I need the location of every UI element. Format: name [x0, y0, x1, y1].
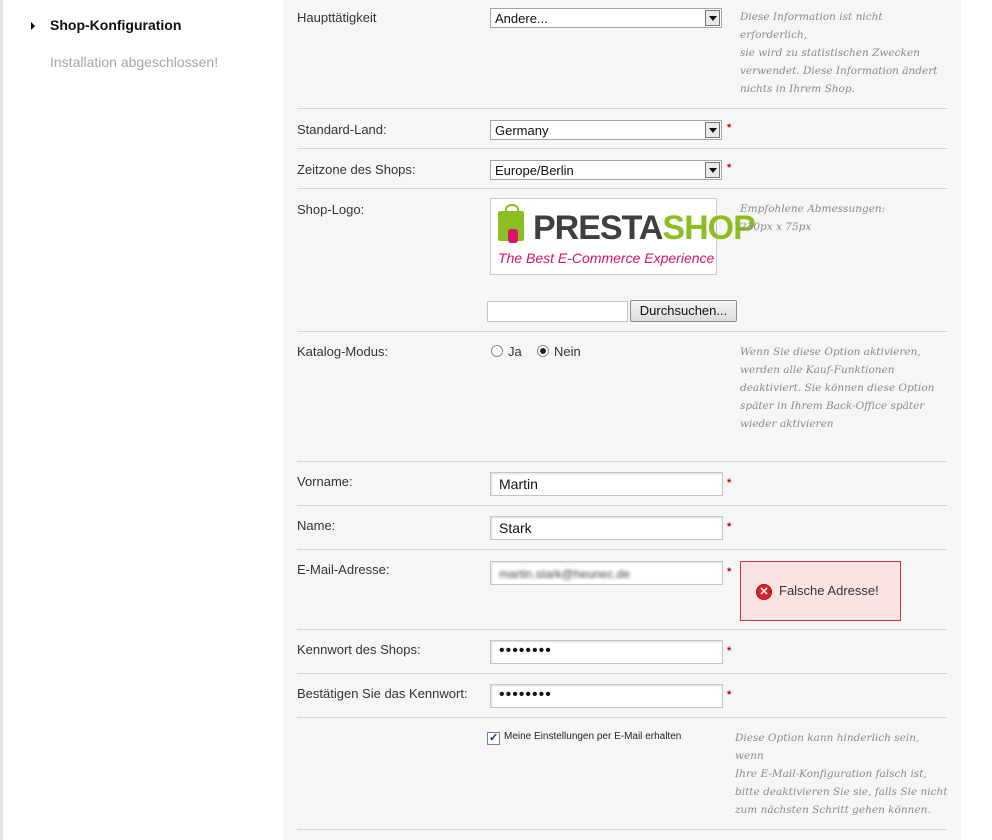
chevron-down-icon[interactable] [705, 122, 720, 138]
country-select[interactable] [490, 120, 722, 140]
required-marker: * [727, 521, 732, 533]
hand-cursor-icon [508, 229, 518, 243]
sidebar-step-shop-config: Shop-Konfiguration [50, 17, 182, 33]
required-marker: * [727, 566, 732, 578]
sidebar [3, 0, 283, 840]
right-margin [961, 0, 992, 840]
shop-logo-preview [490, 198, 755, 275]
row-divider [297, 148, 947, 149]
row-divider [297, 549, 947, 550]
chevron-down-icon[interactable] [705, 162, 720, 178]
logo-file-input[interactable] [487, 301, 628, 322]
email-error-box [740, 561, 901, 621]
catalog-radio-no-label: Nein [554, 344, 581, 359]
password-confirm-label: Bestätigen Sie das Kennwort: [297, 686, 468, 701]
activity-help: Diese Information ist nicht erforderlich, sie wird zu statistischen Zwecken verwendet. Diese Information ändert nichts in Ihrem Shop. [740, 11, 938, 95]
required-marker: * [727, 689, 732, 701]
timezone-value: Europe/Berlin [495, 163, 574, 178]
activity-select[interactable] [490, 8, 722, 28]
activity-label: Haupttätigkeit [297, 10, 377, 25]
password-label: Kennwort des Shops: [297, 642, 421, 657]
error-icon: ✕ [756, 584, 772, 600]
logo-label: Shop-Logo: [297, 202, 365, 217]
timezone-label: Zeitzone des Shops: [297, 162, 416, 177]
country-value: Germany [495, 123, 549, 138]
row-divider [297, 331, 947, 332]
browse-button[interactable]: Durchsuchen... [630, 300, 737, 322]
row-divider [297, 108, 947, 109]
row-divider [297, 717, 947, 718]
catalog-radio-no[interactable] [537, 345, 549, 357]
catalog-help: Wenn Sie diese Option aktivieren, werden alle Kauf-Funktionen deaktiviert. Sie können diese Option später in Ihrem Back-Office später wieder aktivieren [740, 346, 935, 430]
row-divider [297, 505, 947, 506]
activity-value: Andere... [495, 11, 548, 26]
password-confirm-input[interactable]: •••••••• [490, 684, 723, 708]
password-input[interactable]: •••••••• [490, 640, 723, 664]
logo-help: Empfohlene Abmessungen: 230px x 75px [740, 203, 886, 233]
logo-wordmark: PRESTASHOP [533, 209, 755, 247]
row-divider [297, 829, 947, 830]
catalog-radio-yes-label: Ja [508, 344, 522, 359]
row-divider [297, 629, 947, 630]
chevron-down-icon[interactable] [705, 10, 720, 26]
country-label: Standard-Land: [297, 122, 387, 137]
catalog-radio-yes[interactable] [491, 345, 503, 357]
required-marker: * [727, 477, 732, 489]
catalog-label: Katalog-Modus: [297, 344, 389, 359]
newsletter-label: Meine Einstellungen per E-Mail erhalten [504, 731, 682, 742]
timezone-select[interactable] [490, 160, 722, 180]
required-marker: * [727, 645, 732, 657]
email-error-text: Falsche Adresse! [779, 583, 879, 598]
newsletter-help: Diese Option kann hinderlich sein, wenn Ihre E-Mail-Konfiguration falsch ist, bitte deaktivieren Sie sie, falls Sie nicht zum nächsten Schritt gehen können. [735, 732, 948, 816]
current-step-arrow-icon [31, 22, 35, 30]
row-divider [297, 188, 947, 189]
lastname-input[interactable]: Stark [490, 516, 723, 540]
required-marker: * [727, 122, 732, 134]
sidebar-step-installation-done: Installation abgeschlossen! [50, 54, 219, 70]
firstname-label: Vorname: [297, 474, 353, 489]
required-marker: * [727, 162, 732, 174]
firstname-input[interactable]: Martin [490, 472, 723, 496]
logo-tagline: The Best E-Commerce Experience [498, 250, 715, 266]
email-label: E-Mail-Adresse: [297, 562, 390, 577]
row-divider [297, 673, 947, 674]
lastname-label: Name: [297, 518, 336, 533]
email-input[interactable]: martin.stark@heunec.de [490, 561, 723, 585]
newsletter-checkbox[interactable] [487, 732, 500, 745]
row-divider [297, 461, 947, 462]
